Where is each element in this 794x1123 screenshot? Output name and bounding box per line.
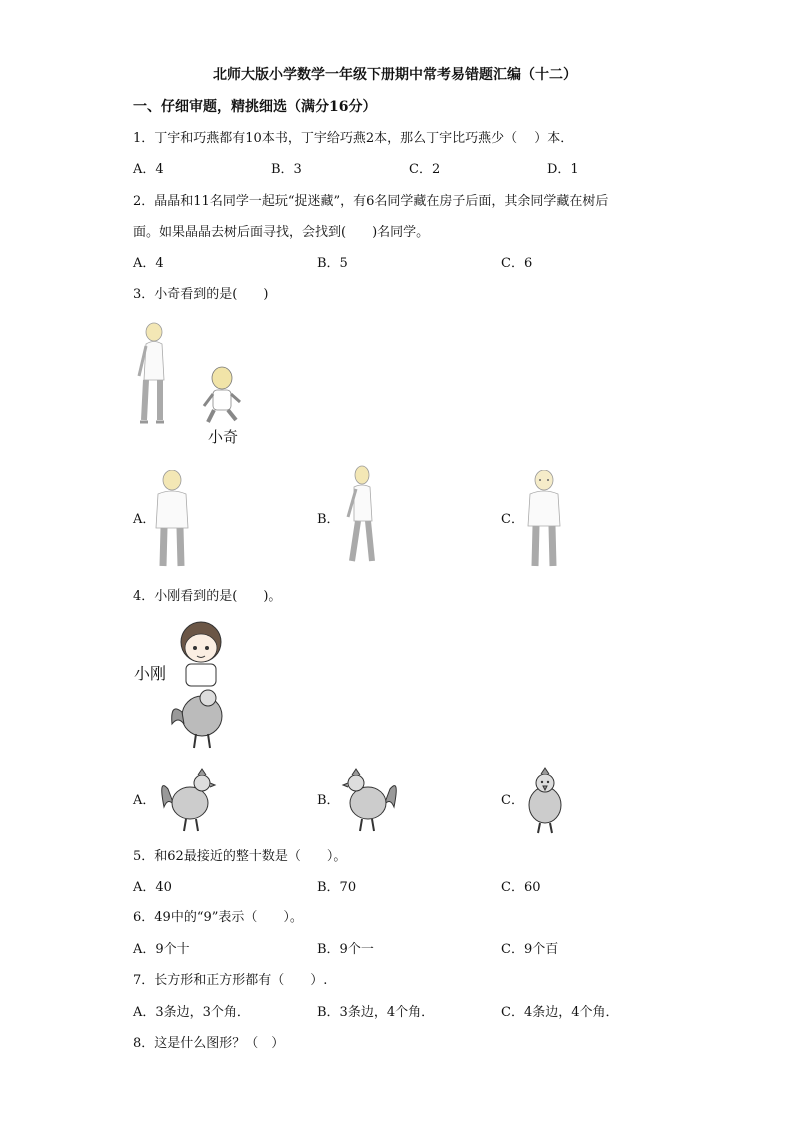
q5-option-b[interactable]: B．70 — [317, 880, 357, 895]
q3-xiaoqi-label: 小奇 — [208, 428, 239, 446]
q1-option-d[interactable]: D．1 — [547, 162, 579, 177]
question-2-stem-line1: 2．晶晶和11名同学一起玩“捉迷藏”，有6名同学藏在房子后面，其余同学藏在树后 — [133, 194, 609, 209]
q2-option-c[interactable]: C．6 — [501, 256, 533, 271]
q4-xiaogang-label: 小刚 — [134, 664, 167, 683]
question-6-stem: 6．49中的“9”表示（ ）。 — [133, 910, 303, 925]
q7-option-b[interactable]: B．3条边，4个角． — [317, 1005, 435, 1020]
q5-option-c[interactable]: C．60 — [501, 880, 541, 895]
q1-option-a[interactable]: A．4 — [133, 162, 164, 177]
question-3-stem: 3．小奇看到的是( ) — [133, 287, 269, 302]
question-4-stem: 4．小刚看到的是( )。 — [133, 589, 282, 604]
q3-option-a[interactable]: A． — [133, 512, 156, 527]
q1-option-c[interactable]: C．2 — [409, 162, 441, 177]
q2-option-b[interactable]: B．5 — [317, 256, 348, 271]
question-5-stem: 5．和62最接近的整十数是（ ）。 — [133, 849, 347, 864]
page-title: 北师大版小学数学一年级下册期中常考易错题汇编（十二） — [213, 67, 577, 83]
q4-option-c-rooster-front-image[interactable] — [520, 767, 570, 835]
q5-option-a[interactable]: A．40 — [133, 880, 172, 895]
q6-option-c[interactable]: C．9个百 — [501, 942, 559, 957]
q7-option-c[interactable]: C．4条边，4个角． — [501, 1005, 619, 1020]
question-7-stem: 7．长方形和正方形都有（ ）. — [133, 973, 328, 988]
q6-option-b[interactable]: B．9个一 — [317, 942, 374, 957]
q3-scene-image — [134, 322, 264, 452]
q2-option-a[interactable]: A．4 — [133, 256, 164, 271]
q4-scene-image — [168, 620, 230, 754]
q3-option-b-side-view-image[interactable] — [340, 465, 384, 569]
q3-option-a-back-view-image[interactable] — [150, 470, 194, 574]
q3-option-b[interactable]: B． — [317, 512, 340, 527]
q4-option-b[interactable]: B． — [317, 793, 340, 808]
q6-option-a[interactable]: A．9个十 — [133, 942, 190, 957]
q4-option-c[interactable]: C． — [501, 793, 524, 808]
q4-option-a-rooster-side-image[interactable] — [158, 767, 218, 833]
q4-option-b-rooster-side-image[interactable] — [340, 767, 400, 833]
q1-option-b[interactable]: B．3 — [271, 162, 302, 177]
question-1-stem: 1．丁宇和巧燕都有10本书，丁宇给巧燕2本，那么丁宇比巧燕少（ ）本． — [133, 131, 574, 146]
q3-option-c[interactable]: C． — [501, 512, 524, 527]
section-heading: 一、仔细审题，精挑细选（满分16分） — [133, 99, 377, 115]
q7-option-a[interactable]: A．3条边，3个角． — [133, 1005, 250, 1020]
question-2-stem-line2: 面。如果晶晶去树后面寻找，会找到( )名同学。 — [133, 225, 430, 240]
q4-option-a[interactable]: A． — [133, 793, 156, 808]
q3-option-c-front-view-image[interactable] — [522, 470, 566, 574]
question-8-stem: 8．这是什么图形？（ ） — [133, 1036, 285, 1051]
